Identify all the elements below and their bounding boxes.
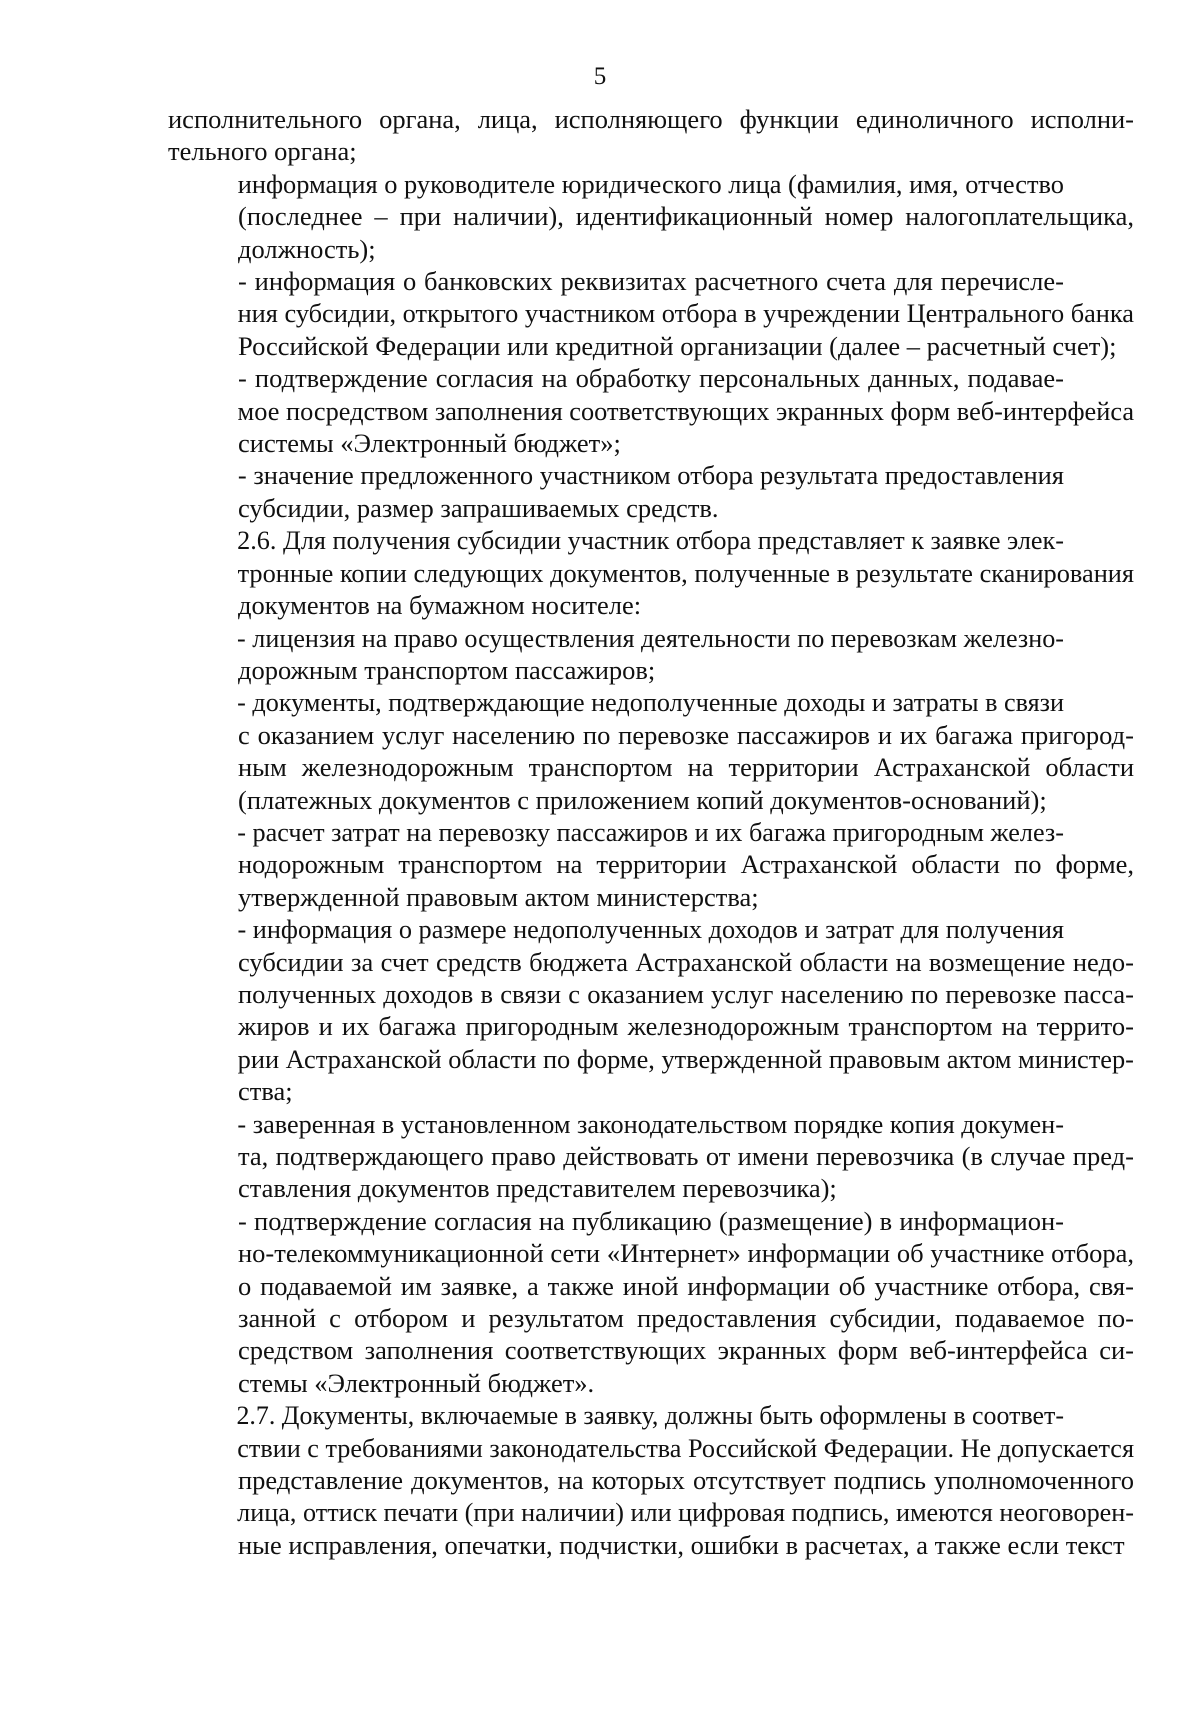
paragraph: [168, 265, 1134, 362]
text-line: но-телекоммуникационной сети «Интернет» информации об участнике отбора,: [238, 1238, 1134, 1269]
text-line: - документы, подтверждающие недополученные доходы и затраты в связи: [237, 687, 1065, 718]
text-line: средством заполнения соответствующих экранных форм веб-интерфейса си-: [238, 1335, 1134, 1366]
paragraph: [168, 459, 1134, 524]
text-line: представление документов, на которых отсутствует подпись уполномоченного: [238, 1465, 1135, 1496]
text-line: полученных доходов в связи с оказанием услуг населению по перевозке пасса-: [238, 978, 1134, 1009]
text-line: информация о руководителе юридического лица (фамилия, имя, отчество: [237, 168, 1064, 199]
text-line: ства;: [238, 1076, 293, 1107]
text-line: - подтверждение согласия на публикацию (размещение) в информацион-: [238, 1205, 1064, 1236]
paragraph: [168, 686, 1134, 816]
paragraph: [168, 622, 1134, 687]
text-line: 2.6. Для получения субсидии участник отбора представляет к заявке элек-: [237, 525, 1064, 556]
paragraph: [168, 103, 1134, 168]
paragraph: [168, 1205, 1134, 1399]
text-line: дорожным транспортом пассажиров;: [238, 654, 656, 685]
text-line: о подаваемой им заявке, а также иной информации об участнике отбора, свя-: [238, 1270, 1134, 1301]
text-line: с оказанием услуг населению по перевозке пассажиров и их багажа пригород-: [238, 719, 1134, 750]
text-line: - расчет затрат на перевозку пассажиров и их багажа пригородным желез-: [237, 816, 1064, 847]
paragraph: [168, 168, 1134, 265]
text-line: стемы «Электронный бюджет».: [238, 1367, 595, 1398]
text-line: - информация о размере недополученных доходов и затрат для получения: [237, 914, 1065, 945]
text-line: системы «Электронный бюджет»;: [238, 428, 621, 459]
document-body: [168, 103, 1134, 1561]
text-line: субсидии за счет средств бюджета Астраханской области на возмещение недо-: [238, 946, 1135, 977]
paragraph: [168, 1399, 1134, 1561]
text-line: документов на бумажном носителе:: [238, 590, 642, 621]
text-line: мое посредством заполнения соответствующих экранных форм веб-интерфейса: [237, 395, 1135, 426]
text-line: рии Астраханской области по форме, утвержденной правовым актом министер-: [237, 1043, 1134, 1074]
paragraph: [168, 524, 1134, 621]
text-line: та, подтверждающего право действовать от имени перевозчика (в случае пред-: [238, 1141, 1134, 1171]
text-line: ставления документов представителем перевозчика);: [238, 1173, 837, 1204]
paragraph: [168, 362, 1134, 459]
text-line: - подтверждение согласия на обработку персональных данных, подавае-: [238, 363, 1064, 394]
text-line: должность);: [238, 233, 376, 264]
text-line: - значение предложенного участником отбора результата предоставления: [237, 460, 1064, 491]
text-line: (последнее – при наличии), идентификационный номер налогоплательщика,: [238, 201, 1134, 232]
paragraph: [168, 1108, 1134, 1205]
text-line: Российской Федерации или кредитной организации (далее – расчетный счет);: [238, 330, 1117, 361]
text-line: лица, оттиск печати (при наличии) или цифровая подпись, имеются неоговорен-: [237, 1497, 1135, 1528]
text-line: нодорожным транспортом на территории Астраханской области по форме,: [238, 849, 1134, 880]
page-number: 5: [593, 63, 607, 90]
paragraph: [168, 913, 1134, 1107]
text-line: 2.7. Документы, включаемые в заявку, должны быть оформлены в соответ-: [236, 1400, 1064, 1431]
text-line: ным железнодорожным транспортом на территории Астраханской области: [238, 752, 1135, 783]
text-line: (платежных документов с приложением копий документов-оснований);: [238, 784, 1047, 815]
text-line: тельного органа;: [168, 136, 357, 167]
text-line: - информация о банковских реквизитах расчетного счета для перечисле-: [238, 266, 1064, 297]
text-line: - заверенная в установленном законодательством порядке копия докумен-: [237, 1108, 1064, 1139]
text-line: утвержденной правовым актом министерства;: [238, 881, 759, 912]
text-line: занной с отбором и результатом предоставления субсидии, подаваемое по-: [238, 1303, 1135, 1334]
text-line: субсидии, размер запрашиваемых средств.: [238, 492, 719, 523]
text-line: ствии с требованиями законодательства Российской Федерации. Не допускается: [237, 1432, 1135, 1463]
text-line: - лицензия на право осуществления деятельности по перевозкам железно-: [237, 622, 1065, 653]
text-line: ные исправления, опечатки, подчистки, ошибки в расчетах, а также если текст: [238, 1529, 1125, 1560]
text-line: ния субсидии, открытого участником отбора в учреждении Центрального банка: [237, 298, 1135, 329]
paragraph: [168, 816, 1134, 913]
text-line: исполнительного органа, лица, исполняющего функции единоличного исполни-: [168, 104, 1135, 134]
text-line: тронные копии следующих документов, полученные в результате сканирования: [237, 557, 1135, 588]
text-line: жиров и их багажа пригородным железнодорожным транспортом на террито-: [238, 1011, 1134, 1042]
